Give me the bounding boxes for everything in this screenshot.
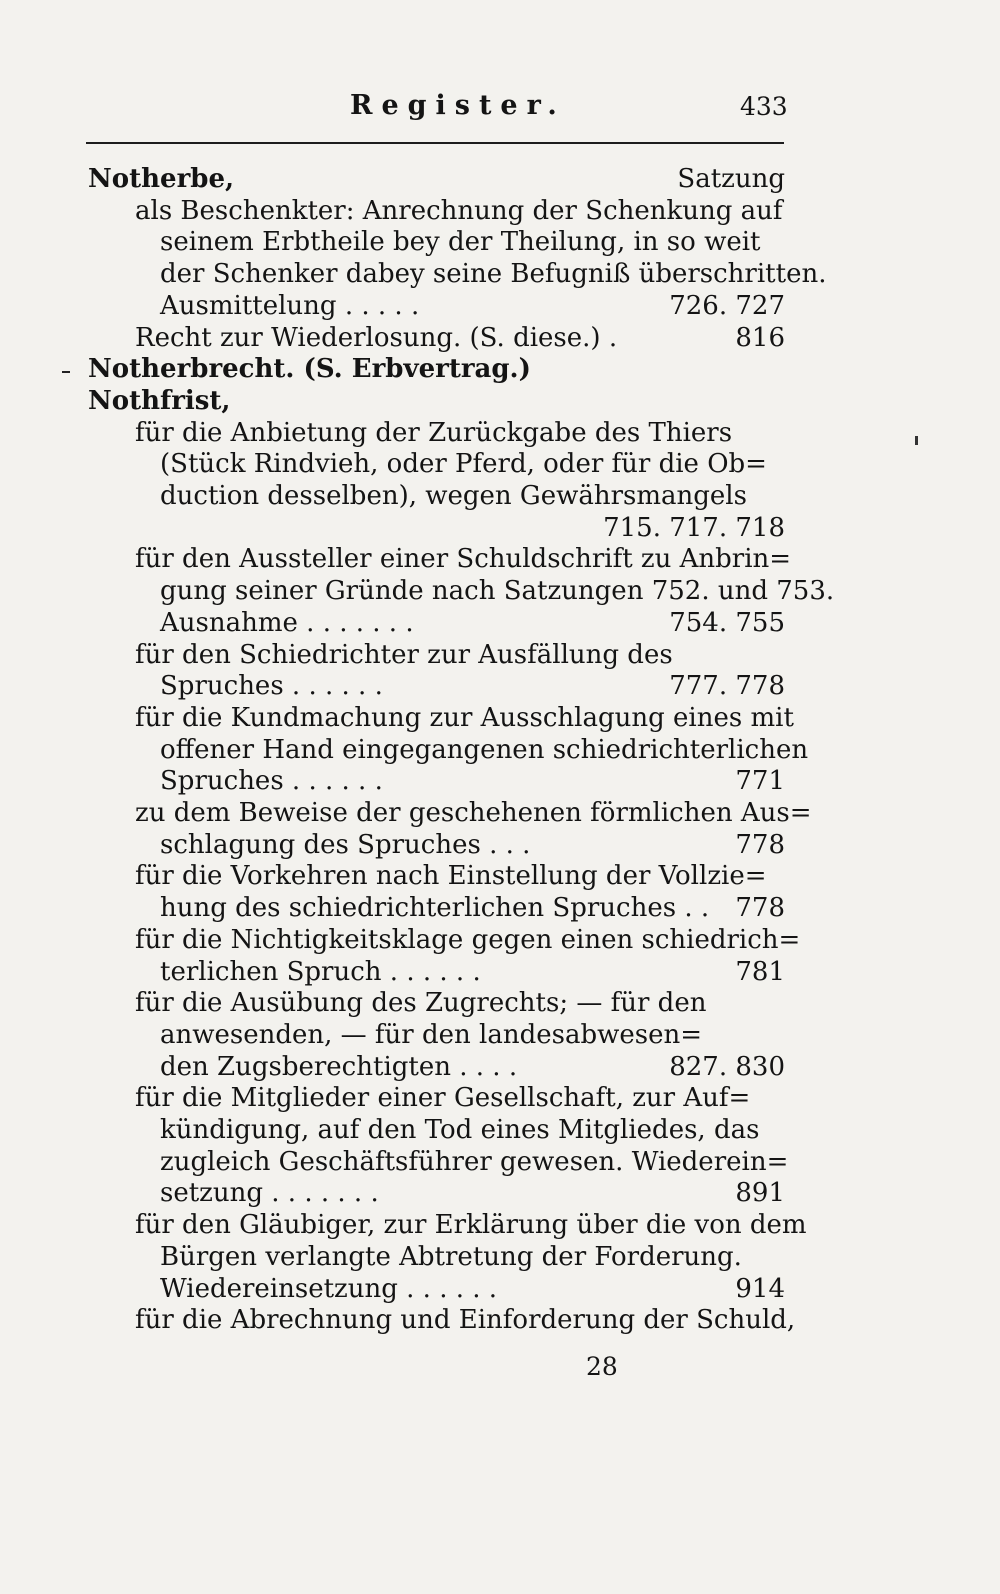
register-page-ref: 726. 727 [669, 290, 785, 321]
register-subentry-text: Ausmittelung . . . . . [160, 290, 420, 321]
register-line [0, 1303, 1000, 1337]
register-subentry-text: Ausnahme . . . . . . . [160, 607, 414, 638]
register-subentry-text: setzung . . . . . . . [160, 1178, 379, 1209]
register-subentry-text: zugleich Geschäftsführer gewesen. Wiederein= [160, 1146, 789, 1177]
register-line [0, 1208, 1000, 1242]
register-subentry-text: der Schenker dabey seine Befugniß überschritten. [160, 259, 827, 290]
register-headword: Notherbrecht. (S. Erbvertrag.) [88, 354, 531, 385]
register-subentry-text: Recht zur Wiederlosung. (S. diese.) . [135, 322, 618, 353]
register-page-ref: 778 [735, 829, 785, 860]
register-subentry-text: gung seiner Gründe nach Satzungen 752. und 753. [160, 576, 835, 607]
register-headword: Notherbe, [88, 164, 235, 194]
register-line [0, 891, 1000, 925]
register-line [0, 859, 1000, 893]
register-line [0, 1145, 1000, 1179]
register-line [0, 162, 1000, 196]
register-subentry-text: Bürgen verlangte Abtretung der Forderung. [160, 1241, 742, 1272]
register-subentry-text: Spruches . . . . . . [160, 766, 383, 797]
register-line [0, 1272, 1000, 1306]
register-line [0, 606, 1000, 640]
register-subentry-text: Spruches . . . . . . [160, 671, 383, 702]
header-rule [86, 142, 784, 144]
register-line [0, 733, 1000, 767]
register-line [0, 764, 1000, 798]
register-line [0, 257, 1000, 291]
register-line [0, 638, 1000, 672]
register-line [0, 447, 1000, 481]
signature-mark: 28 [586, 1352, 618, 1381]
register-subentry-text: schlagung des Spruches . . . [160, 829, 531, 860]
register-page-ref: 781 [735, 956, 785, 987]
register-line [0, 1018, 1000, 1052]
register-subentry-text: für den Schiedrichter zur Ausfällung des [135, 639, 673, 670]
register-line [0, 669, 1000, 703]
register-page-ref: 777. 778 [669, 671, 785, 702]
register-page-ref: 816 [735, 322, 785, 353]
register-line [0, 542, 1000, 576]
register-line [0, 321, 1000, 355]
register-line [0, 828, 1000, 862]
register-subentry-text: duction desselben), wegen Gewährsmangels [160, 481, 747, 511]
register-line [0, 194, 1000, 228]
register-subentry-text: für die Ausübung des Zugrechts; — für den [135, 988, 707, 1019]
register-page-ref: 891 [735, 1178, 785, 1209]
register-page-ref: 827. 830 [669, 1051, 785, 1082]
register-page-ref: 715. 717. 718 [603, 512, 785, 543]
register-line [0, 955, 1000, 989]
register-page-ref: 754. 755 [669, 607, 785, 638]
register-line [0, 289, 1000, 323]
register-subentry-text: Wiedereinsetzung . . . . . . [160, 1273, 498, 1304]
register-subentry-text: für die Abrechnung und Einforderung der Schuld, [135, 1305, 796, 1336]
register-subentry-text: für den Aussteller einer Schuldschrift zu Anbrin= [135, 544, 792, 575]
register-subentry-text: für die Vorkehren nach Einstellung der Vollzie= [135, 861, 767, 892]
register-line [0, 511, 1000, 545]
register-line [0, 923, 1000, 957]
register-subentry-text: den Zugsberechtigten . . . . [160, 1051, 518, 1082]
register-line [0, 1081, 1000, 1115]
register-subentry-text: hung des schiedrichterlichen Spruches . . [160, 893, 710, 924]
running-head-title: Register. [350, 90, 566, 121]
register-subentry-text: anwesenden, — für den landesabwesen= [160, 1019, 703, 1050]
register-subentry-text: offener Hand eingegangenen schiedrichterlichen [160, 734, 809, 765]
register-line [0, 701, 1000, 735]
margin-dash-mark [62, 371, 70, 373]
register-page-ref: Satzung [677, 164, 785, 194]
register-subentry-text: für die Nichtigkeitsklage gegen einen schiedrich= [135, 924, 801, 955]
running-head [0, 84, 1000, 128]
register-line [0, 384, 1000, 418]
register-line [0, 479, 1000, 513]
register-subentry-text: kündigung, auf den Tod eines Mitgliedes, das [160, 1115, 760, 1145]
register-line [0, 1050, 1000, 1084]
register-line [0, 1240, 1000, 1274]
register-page-ref: 914 [735, 1273, 785, 1304]
register-subentry-text: für den Gläubiger, zur Erklärung über die von dem [135, 1210, 807, 1241]
register-subentry-text: für die Kundmachung zur Ausschlagung eines mit [135, 702, 794, 733]
register-headword: Nothfrist, [88, 385, 231, 416]
register-line [0, 1176, 1000, 1210]
register-subentry-text: für die Anbietung der Zurückgabe des Thiers [135, 417, 733, 448]
register-subentry-text: (Stück Rindvieh, oder Pferd, oder für die Ob= [160, 449, 767, 480]
register-line [0, 416, 1000, 450]
register-page-ref: 771 [735, 766, 785, 797]
ink-speck [915, 436, 918, 445]
register-subentry-text: seinem Erbtheile bey der Theilung, in so weit [160, 227, 761, 258]
register-subentry-text: für die Mitglieder einer Gesellschaft, zur Auf= [135, 1083, 751, 1114]
register-line [0, 574, 1000, 608]
register-subentry-text: als Beschenkter: Anrechnung der Schenkung auf [135, 195, 783, 226]
register-subentry-text: terlichen Spruch . . . . . . [160, 956, 481, 987]
register-page-ref: 778 [735, 893, 785, 924]
register-line [0, 986, 1000, 1020]
register-line [0, 352, 1000, 386]
register-line [0, 796, 1000, 830]
page-number: 433 [740, 92, 788, 121]
register-line [0, 225, 1000, 259]
register-subentry-text: zu dem Beweise der geschehenen förmlichen Aus= [135, 798, 812, 828]
register-line [0, 1113, 1000, 1147]
